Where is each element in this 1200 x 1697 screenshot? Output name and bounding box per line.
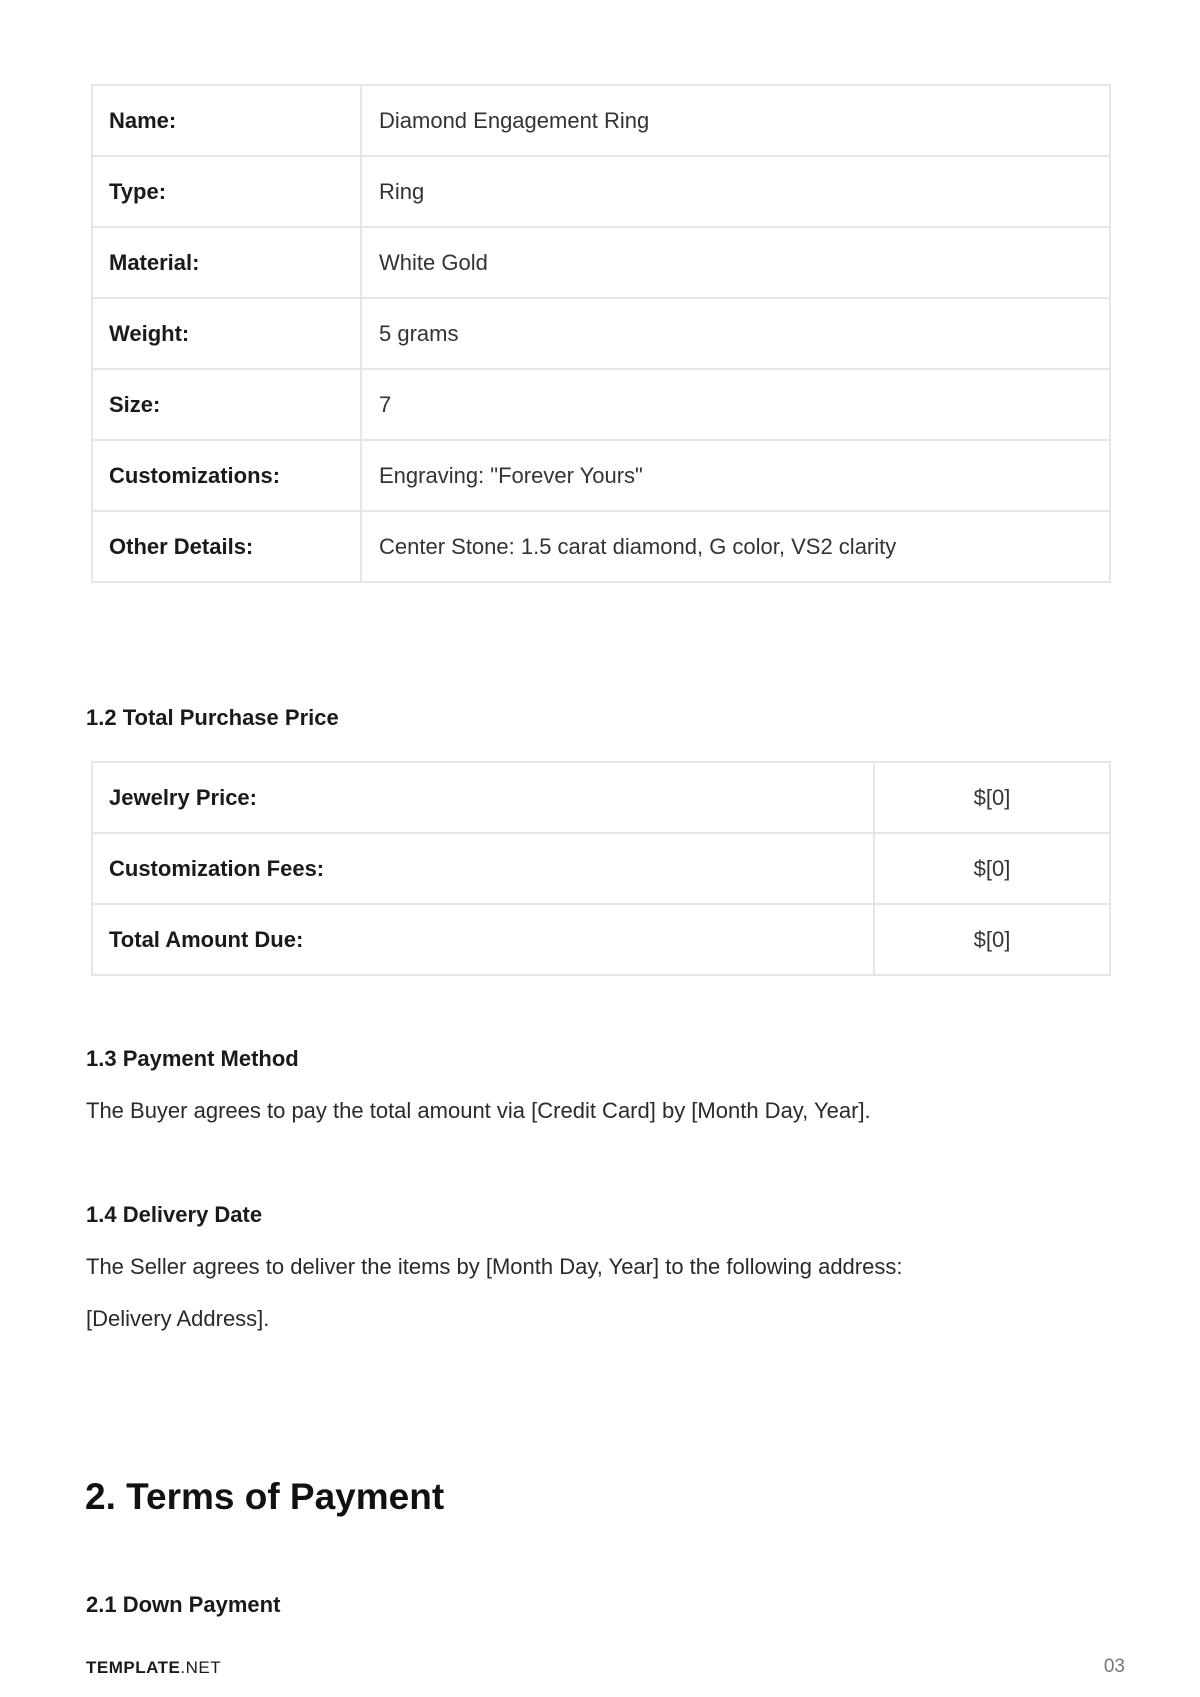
page-number: 03 — [1103, 1656, 1125, 1677]
row-label: Name: — [92, 85, 361, 156]
row-value: Ring — [361, 156, 1110, 227]
row-value: White Gold — [361, 227, 1110, 298]
row-value: 5 grams — [361, 298, 1110, 369]
down-payment-heading: 2.1 Down Payment — [86, 1592, 281, 1617]
price-label: Customization Fees: — [92, 833, 874, 904]
row-label: Size: — [92, 369, 361, 440]
row-value: 7 — [361, 369, 1110, 440]
row-label: Weight: — [92, 298, 361, 369]
terms-of-payment-heading: 2. Terms of Payment — [85, 1476, 445, 1517]
row-label: Other Details: — [92, 511, 361, 582]
price-label: Total Amount Due: — [92, 904, 874, 975]
row-value: Engraving: "Forever Yours" — [361, 440, 1110, 511]
delivery-date-heading: 1.4 Delivery Date — [86, 1202, 263, 1227]
table-row — [92, 762, 1110, 833]
total-purchase-price-heading: 1.2 Total Purchase Price — [86, 705, 339, 730]
table-row — [92, 511, 1110, 582]
price-amount: $[0] — [874, 762, 1110, 833]
price-label: Jewelry Price: — [92, 762, 874, 833]
price-amount: $[0] — [874, 833, 1110, 904]
table-row — [92, 298, 1110, 369]
delivery-address-text: [Delivery Address]. — [86, 1306, 270, 1331]
payment-method-heading: 1.3 Payment Method — [86, 1046, 299, 1071]
brand-bold: TEMPLATE — [86, 1658, 181, 1677]
table-row — [92, 440, 1110, 511]
delivery-date-text: The Seller agrees to deliver the items by [Month Day, Year] to the following address: — [86, 1254, 903, 1279]
table-row — [92, 156, 1110, 227]
payment-method-text: The Buyer agrees to pay the total amount via [Credit Card] by [Month Day, Year]. — [86, 1098, 871, 1123]
row-label: Material: — [92, 227, 361, 298]
row-value: Center Stone: 1.5 carat diamond, G color, VS2 clarity — [361, 511, 1110, 582]
purchase-price-table — [91, 761, 1111, 976]
table-row — [92, 369, 1110, 440]
row-label: Type: — [92, 156, 361, 227]
footer-brand-logo — [86, 1658, 221, 1678]
row-value: Diamond Engagement Ring — [361, 85, 1110, 156]
table-row — [92, 85, 1110, 156]
jewelry-details-table — [91, 84, 1111, 583]
table-row — [92, 227, 1110, 298]
row-label: Customizations: — [92, 440, 361, 511]
table-row — [92, 904, 1110, 975]
table-row — [92, 833, 1110, 904]
price-amount: $[0] — [874, 904, 1110, 975]
brand-suffix: .NET — [180, 1658, 222, 1677]
